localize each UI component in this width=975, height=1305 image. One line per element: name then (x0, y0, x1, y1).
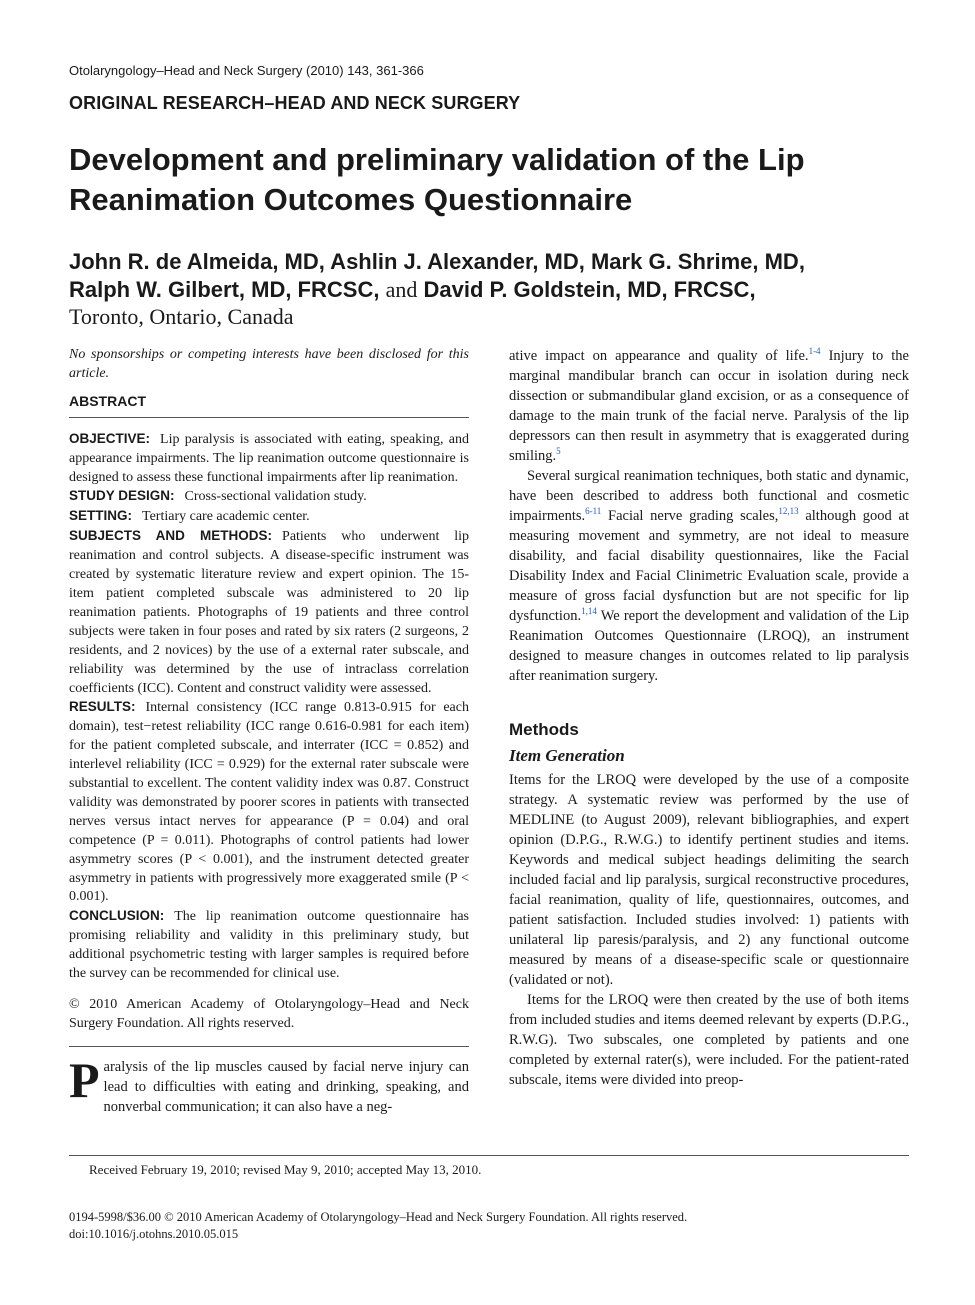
section-heading: ORIGINAL RESEARCH–HEAD AND NECK SURGERY (69, 93, 521, 113)
authors-line-1: John R. de Almeida, MD, Ashlin J. Alexander, MD, Mark G. Shrime, MD, (69, 249, 805, 274)
abstract-conclusion: CONCLUSION: The lip reanimation outcome questionnaire has promising reliability and validity in this preliminary study, but additional psychometric testing with larger samples is required before the survey can be recommended for clinical use. (69, 908, 469, 982)
abstract-results: RESULTS: Internal consistency (ICC range 0.813-0.915 for each domain), test−retest reliability (ICC range 0.616-0.981 for each item) for the patient completed subscale, and interrater (ICC = 0.852) and interlevel reliability (ICC = 0.929) for the external rater subscale were substantial to excellent. The content validity index was 0.87. Construct validity was demonstrated by poorer scores in patients with transected nerves versus intact nerves for appearance (P = 0.04) and oral competence (P = 0.011). Photographs of control patients had lower asymmetry scores (P < 0.001), and the instrument detected greater asymmetry in patients with progressively more exaggerated smile (P < 0.001). (69, 699, 469, 905)
abstract-copyright: © 2010 American Academy of Otolaryngology–Head and Neck Surgery Foundation. All rights reserved. (69, 996, 469, 1047)
authors-line-2b: David P. Goldstein, MD, FRCSC, (423, 277, 756, 302)
methods-paragraph-2: Items for the LROQ were then created by the use of both items from included studies and items deemed relevant by experts (D.P.G., R.W.G). Two subscales, one completed by patients and one completed by external rater(s), were included. For the patient-rated subscale, items were divided into preop- (509, 992, 909, 1088)
citation-ref[interactable]: 6-11 (585, 506, 602, 517)
abstract-setting: SETTING: Tertiary care academic center. (69, 508, 310, 525)
drop-cap: P (69, 1051, 100, 1108)
author-location: Toronto, Ontario, Canada (69, 304, 294, 329)
sponsor-note: No sponsorships or competing interests have been disclosed for this article. (69, 347, 469, 381)
methods-heading: Methods (509, 720, 579, 739)
citation-ref[interactable]: 1,14 (581, 606, 597, 617)
citation-ref[interactable]: 1-4 (808, 346, 821, 357)
item-generation-heading: Item Generation (509, 746, 625, 765)
received-dates: Received February 19, 2010; revised May 9, 2010; accepted May 13, 2010. (89, 1162, 482, 1177)
abstract-heading: ABSTRACT (69, 392, 469, 418)
citation-ref[interactable]: 12,13 (778, 506, 799, 517)
authors-and: and (385, 277, 418, 302)
right-column (509, 346, 909, 1090)
citation-ref[interactable]: 5 (556, 446, 561, 457)
doi-link[interactable]: doi:10.1016/j.otohns.2010.05.015 (69, 1227, 239, 1241)
abstract-subjects-methods: SUBJECTS AND METHODS: Patients who underwent lip reanimation and control subjects. A disease-specific instrument was created by systematic literature review and expert opinion. The 15-item patient completed subscale was administered to 20 lip reanimation patients. Photographs of 19 patients and three control subjects were taken in four poses and rated by six raters (2 surgeons, 2 residents, and 2 novices) by the use of a external rater subscale, and reliability was determined by the use of intraclass correlation coefficients (ICC). Content and construct validity were assessed. (69, 528, 469, 696)
article-title: Development and preliminary validation of the Lip Reanimation Outcomes Questionnaire (69, 142, 805, 217)
left-column (69, 346, 469, 1117)
abstract-body (69, 430, 469, 984)
author-list (69, 248, 929, 304)
issn-copyright: 0194-5998/$36.00 © 2010 American Academy of Otolaryngology–Head and Neck Surgery Foundation. All rights reserved. (69, 1210, 688, 1224)
methods-paragraph-1: Items for the LROQ were developed by the use of a composite strategy. A systematic review was performed by the use of MEDLINE (to August 2009), relevant bibliographies, and expert opinion (D.P.G., R.W.G.) to identify pertinent studies and items. Keywords and medical subject headings delimiting the search included facial and lip paralysis, surgical reconstructive procedures, facial reanimation, quality of life, questionnaires, outcomes, and patient satisfaction. Included studies involved: 1) patients with unilateral lip paresis/paralysis, and 2) any functional outcome measured by means of a disease-specific scale or questionnaire (validated or not). (509, 772, 909, 988)
footer-divider (69, 1155, 909, 1156)
intro-paragraph (69, 1051, 469, 1117)
authors-line-2a: Ralph W. Gilbert, MD, FRCSC, (69, 277, 380, 302)
abstract-study-design: STUDY DESIGN: Cross-sectional validation study. (69, 488, 367, 505)
intro-continued-paragraph: ative impact on appearance and quality of life.$^{1-4}$ Injury to the marginal mandibular branch can occur in isolation during neck dissection or submandibular gland excision, or as a consequence of damage to the main trunk of the facial nerve. Paralysis of the lip depressors can then result in asymmetry that is exaggerated during smiling.$^5$ (509, 346, 909, 464)
reanimation-paragraph: Several surgical reanimation techniques, both static and dynamic, have been described to address both functional and cosmetic impairments.$^{6-11}$ Facial nerve grading scales,$^{12,13}$ although good at measuring movement and symmetry, are not ideal to measure disability, and facial disability questionnaires, like the Facial Disability Index and Facial Clinimetric Evaluation scale, provide a measure of gross facial dysfunction but are not specific for lip dysfunction.$^{1,14}$ We report the development and validation of the Lip Reanimation Outcomes Questionnaire (LROQ), an instrument designed to measure changes in outcomes related to lip paralysis after reanimation surgery. (509, 468, 909, 684)
journal-citation: Otolaryngology–Head and Neck Surgery (2010) 143, 361-366 (69, 63, 424, 78)
abstract-objective: OBJECTIVE: Lip paralysis is associated with eating, speaking, and appearance impairments. The lip reanimation outcome questionnaire is designed to assess these functional impairments after lip reanimation. (69, 430, 469, 485)
intro-text: aralysis of the lip muscles caused by facial nerve injury can lead to difficulties with eating and drinking, speaking, and nonverbal communication; it can also have a neg- (103, 1058, 469, 1115)
